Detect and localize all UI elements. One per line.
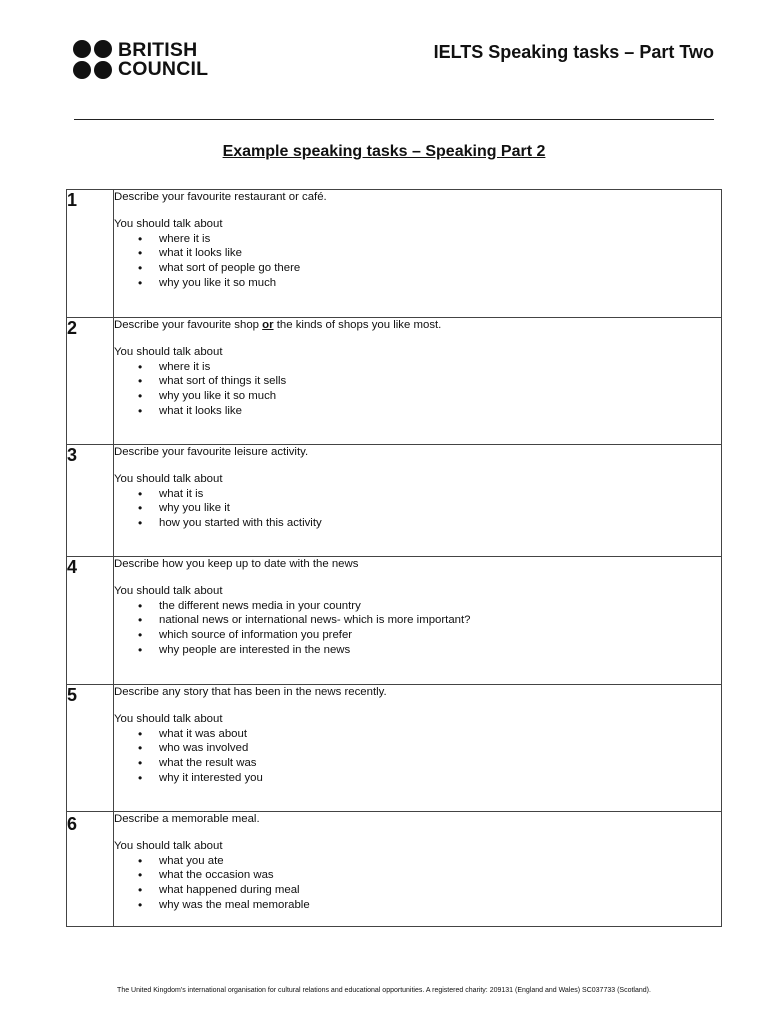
- talk-point: • what the occasion was: [138, 868, 721, 883]
- task-prompt: Describe your favourite leisure activity.: [114, 446, 309, 458]
- task-prompt: Describe a memorable meal.: [114, 813, 260, 825]
- talk-point: • what you ate: [138, 854, 721, 869]
- talk-point: • how you started with this activity: [138, 516, 721, 531]
- task-intro: You should talk about: [114, 217, 223, 230]
- talk-point: • why you like it: [138, 501, 721, 516]
- task-number: 5: [67, 685, 114, 812]
- talk-points: [114, 487, 721, 531]
- talk-point: • why it interested you: [138, 771, 721, 786]
- task-number: 1: [67, 190, 114, 318]
- section-heading: Example speaking tasks – Speaking Part 2: [222, 143, 546, 160]
- task-row: [67, 318, 722, 445]
- talk-points: [114, 599, 721, 658]
- task-content: [114, 812, 722, 927]
- talk-point: • what sort of things it sells: [138, 374, 721, 389]
- task-row: [67, 445, 722, 557]
- task-row: [67, 812, 722, 927]
- task-number: 6: [67, 812, 114, 927]
- task-intro: You should talk about: [114, 839, 223, 852]
- logo-wordmark: BRITISH COUNCIL: [118, 38, 209, 80]
- task-prompt: Describe any story that has been in the news recently.: [114, 686, 387, 698]
- talk-point: • why you like it so much: [138, 389, 721, 404]
- talk-point: • what the result was: [138, 756, 721, 771]
- task-content: [114, 685, 722, 812]
- emphasis-or: or: [262, 319, 274, 331]
- talk-point: • what it was about: [138, 727, 721, 742]
- talk-point: • why was the meal memorable: [138, 898, 721, 913]
- task-content: [114, 318, 722, 445]
- task-intro: You should talk about: [114, 584, 223, 597]
- task-number: 3: [67, 445, 114, 557]
- talk-point: • who was involved: [138, 741, 721, 756]
- talk-point: • what it looks like: [138, 404, 721, 419]
- task-prompt: Describe your favourite restaurant or café.: [114, 191, 327, 203]
- logo-dots-icon: [73, 40, 112, 79]
- task-prompt: Describe how you keep up to date with the news: [114, 558, 359, 570]
- talk-point: • why you like it so much: [138, 276, 721, 291]
- talk-points: [114, 232, 721, 291]
- task-content: [114, 445, 722, 557]
- talk-point: • where it is: [138, 360, 721, 375]
- task-prompt: Describe your favourite shop or the kinds of shops you like most.: [114, 319, 442, 331]
- task-intro: You should talk about: [114, 345, 223, 358]
- header-divider: [74, 119, 714, 120]
- talk-points: [114, 360, 721, 419]
- task-content: [114, 190, 722, 318]
- footer-charity-note: The United Kingdom’s international organisation for cultural relations and educational opportunities. A registered charity: 209131 (England and Wales) SC037733 (Scotland).: [117, 987, 651, 994]
- task-row: [67, 557, 722, 685]
- task-row: [67, 685, 722, 812]
- talk-point: • why people are interested in the news: [138, 643, 721, 658]
- talk-points: [114, 727, 721, 786]
- talk-point: • what sort of people go there: [138, 261, 721, 276]
- task-intro: You should talk about: [114, 472, 223, 485]
- british-council-logo: [73, 40, 208, 79]
- talk-point: • which source of information you prefer: [138, 628, 721, 643]
- task-number: 2: [67, 318, 114, 445]
- task-number: 4: [67, 557, 114, 685]
- talk-points: [114, 854, 721, 913]
- talk-point: • national news or international news- which is more important?: [138, 613, 721, 628]
- document-title: IELTS Speaking tasks – Part Two: [433, 42, 714, 62]
- task-content: [114, 557, 722, 685]
- tasks-table: [66, 189, 722, 927]
- talk-point: • what it looks like: [138, 246, 721, 261]
- talk-point: • what it is: [138, 487, 721, 502]
- task-intro: You should talk about: [114, 712, 223, 725]
- talk-point: • what happened during meal: [138, 883, 721, 898]
- talk-point: • where it is: [138, 232, 721, 247]
- task-row: [67, 190, 722, 318]
- talk-point: • the different news media in your country: [138, 599, 721, 614]
